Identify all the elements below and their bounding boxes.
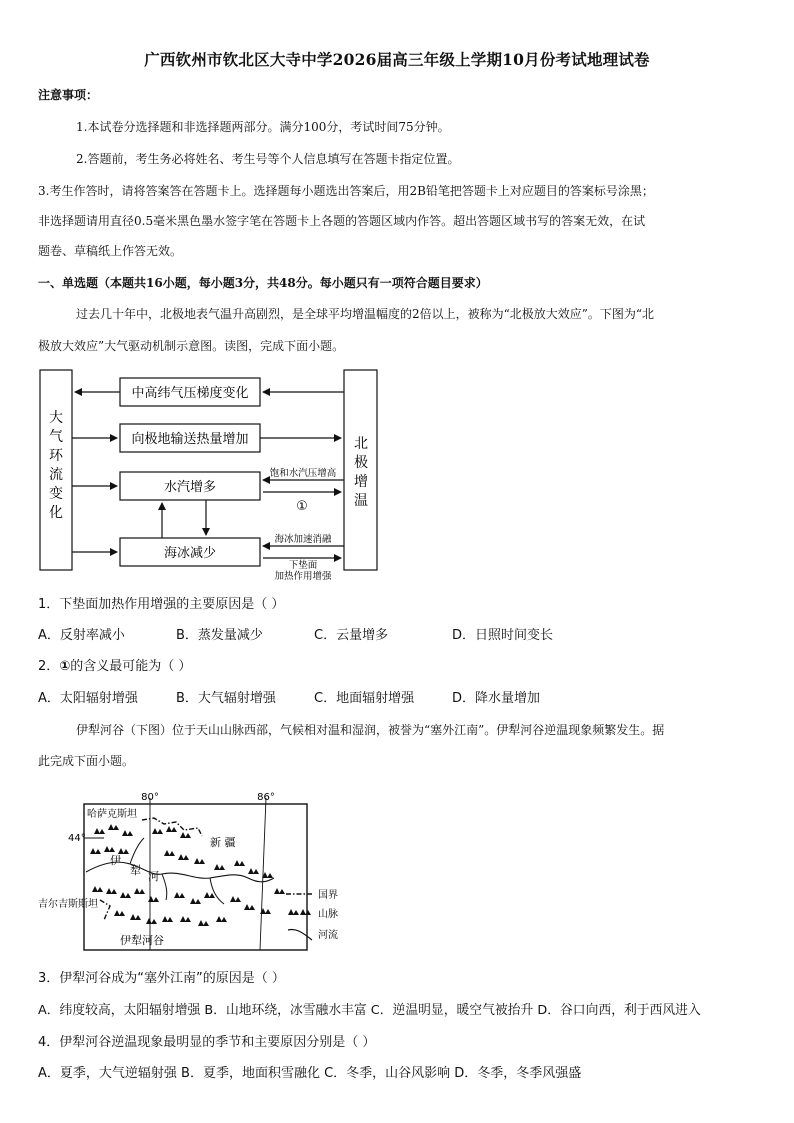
surface-label-2: 加热作用增强	[274, 571, 332, 582]
q3-stem: 3．伊犁河谷成为“塞外江南”的原因是（ ）	[38, 971, 285, 986]
river-label-yi: 伊	[110, 854, 121, 867]
notice-item-3-line-2: 非选择题请用直径0.5毫米黑色墨水签字笔在答题卡上各题的答题区域内作答。超出答题区域书写的答案无效，在试	[38, 214, 646, 228]
left-box-char-1: 大	[49, 410, 63, 426]
left-box-char-5: 变	[49, 486, 63, 502]
xinjiang-label: 新 疆	[210, 836, 236, 849]
q2-option-c[interactable]: C．地面辐射增强	[314, 691, 415, 706]
lat-44-label: 44°	[68, 833, 86, 844]
lon-80-label: 80°	[141, 792, 159, 803]
pressure-gradient-label: 中高纬气压梯度变化	[131, 386, 249, 401]
water-vapor-label: 水汽增多	[163, 480, 217, 495]
lon-86-label: 86°	[257, 792, 275, 803]
circle-1-label: ①	[296, 499, 308, 514]
left-box-char-2: 气	[49, 429, 63, 445]
section-heading: 一、单选题（本题共16小题，每小题3分，共48分。每小题只有一项符合题目要求）	[38, 276, 488, 290]
notice-heading: 注意事项：	[38, 88, 99, 102]
q2-number: 2．	[38, 659, 60, 674]
q1-option-b[interactable]: B．蒸发量减少	[176, 628, 263, 643]
notice-item-3-line-1: 3.考生作答时，请将答案答在答题卡上。选择题每小题选出答案后，用2B铅笔把答题卡上对应题目的答案标号涂黑；	[38, 184, 654, 198]
surface-label-1: 下垫面	[288, 560, 318, 571]
saturation-label: 饱和水汽压增高	[269, 468, 337, 479]
q4-options[interactable]: A．夏季，大气逆辐射强 B．夏季，地面积雪融化 C．冬季，山谷风影响 D．冬季，冬季风强盛	[38, 1066, 582, 1081]
ili-valley-map	[34, 788, 364, 954]
kazakhstan-label: 哈萨克斯坦	[87, 809, 137, 820]
legend-mountain-label: 山脉	[318, 909, 338, 920]
right-box-char-2: 极	[354, 455, 368, 471]
notice-item-2: 2.答题前，考生务必将姓名、考生号等个人信息填写在答题卡指定位置。	[76, 152, 460, 166]
sea-ice-label: 海冰减少	[163, 546, 217, 561]
q2-option-d[interactable]: D．降水量增加	[452, 691, 541, 706]
heat-transport-label: 向极地输送热量增加	[131, 432, 249, 447]
right-box-char-3: 增	[354, 474, 368, 490]
river-label-li: 犁	[130, 864, 141, 877]
page-title: 广西钦州市钦北区大寺中学2026届高三年级上学期10月份考试地理试卷	[144, 50, 650, 69]
q1-stem: 1．下垫面加热作用增强的主要原因是（ ）	[38, 597, 285, 612]
q3-options[interactable]: A．纬度较高，太阳辐射增强 B．山地环绕，冰雪融水丰富 C．逆温明显，暖空气被抬升 D．谷口向西，利于西风进入	[38, 1003, 701, 1018]
valley-label: 伊犁河谷	[120, 934, 164, 947]
q1-option-c[interactable]: C．云量增多	[314, 628, 389, 643]
q2-option-b[interactable]: B．大气辐射增强	[176, 691, 276, 706]
arctic-amplification-diagram	[34, 366, 384, 584]
q2-option-a[interactable]: A．太阳辐射增强	[38, 691, 138, 706]
legend-border-label: 国界	[318, 890, 338, 901]
passage-1-line-1: 过去几十年中，北极地表气温升高剧烈，是全球平均增温幅度的2倍以上，被称为“北极放大效应”。下图为“北	[76, 307, 655, 321]
q1-option-a[interactable]: A．反射率减小	[38, 628, 125, 643]
passage-1-line-2: 极放大效应”大气驱动机制示意图。读图，完成下面小题。	[38, 339, 345, 353]
left-box-char-3: 环	[49, 448, 63, 464]
left-box-char-6: 化	[49, 505, 63, 521]
q2-stem-text: 的含义最可能为（ ）	[70, 659, 192, 674]
left-box-char-4: 流	[49, 467, 63, 483]
passage-2-line-2: 此完成下面小题。	[38, 754, 135, 768]
legend-river-label: 河流	[318, 930, 338, 941]
q2-stem	[38, 658, 191, 676]
q1-option-d[interactable]: D．日照时间变长	[452, 628, 554, 643]
q4-stem: 4．伊犁河谷逆温现象最明显的季节和主要原因分别是（ ）	[38, 1035, 376, 1050]
ice-melt-label: 海冰加速消融	[274, 534, 332, 545]
kyrgyzstan-label: 吉尔吉斯斯坦	[38, 899, 98, 910]
notice-item-3-line-3: 题卷、草稿纸上作答无效。	[38, 244, 183, 258]
river-label-he: 河	[148, 870, 159, 883]
q2-circle-marker: ①	[59, 659, 71, 674]
right-box-char-4: 温	[354, 493, 368, 509]
passage-2-line-1: 伊犁河谷（下图）位于天山山脉西部，气候相对温和湿润，被誉为“塞外江南”。伊犁河谷逆温现象频繁发生。据	[76, 723, 665, 737]
right-box-char-1: 北	[354, 436, 368, 452]
notice-item-1: 1.本试卷分选择题和非选择题两部分。满分100分，考试时间75分钟。	[76, 120, 450, 134]
